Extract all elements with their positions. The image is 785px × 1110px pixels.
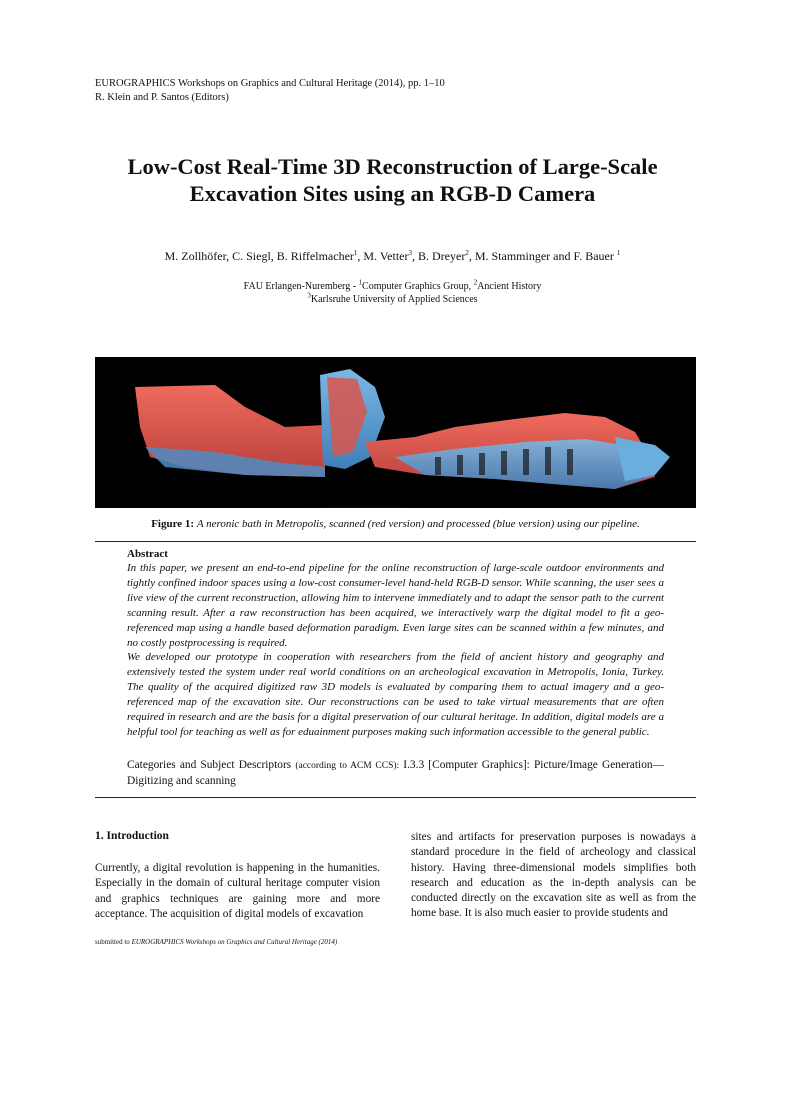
paper-title (0, 153, 785, 207)
reconstruction-render (95, 357, 696, 508)
title-line-1: Low-Cost Real-Time 3D Reconstruction of Large-Scale (127, 154, 658, 179)
divider (95, 797, 696, 798)
ccs-note: (according to ACM CCS): (295, 761, 400, 771)
figure-label: Figure 1: (151, 518, 195, 530)
affiliation-superscript: 1 (358, 278, 363, 287)
ccs-descriptors (127, 758, 664, 788)
left-column-text (95, 861, 380, 922)
author-superscript: 3 (408, 249, 412, 257)
affiliation-text: Ancient History (477, 281, 542, 292)
author-superscript: 2 (465, 249, 469, 257)
abstract-heading: Abstract (127, 548, 168, 560)
right-column-text (411, 830, 696, 922)
body-paragraph: Currently, a digital revolution is happening in the humanities. Especially in the domain of cultural heritage computer vision and graphics techniques are gaining more and more acceptance. The acquisition of digital models of excavation (95, 862, 380, 920)
footer-venue: EUROGRAPHICS Workshops on Graphics and Cultural Heritage (2014) (131, 938, 338, 946)
affiliation-line-1 (0, 280, 785, 293)
ccs-text: I.3.3 [Computer Graphics]: Picture/Image Generation—Digitizing and scanning (127, 759, 664, 787)
affiliation-text: Computer Graphics Group, (362, 281, 474, 292)
author-text: , M. Vetter (357, 249, 409, 263)
venue-line: EUROGRAPHICS Workshops on Graphics and Cultural Heritage (2014), pp. 1–10 (95, 78, 445, 89)
page-footer (95, 938, 337, 946)
divider (95, 541, 696, 542)
affiliation-text: FAU Erlangen-Nuremberg - (243, 281, 359, 292)
author-text: , M. Stamminger and F. Bauer (468, 249, 617, 263)
abstract-body (127, 561, 664, 740)
figure-caption (95, 518, 696, 530)
author-superscript: 1 (616, 249, 621, 257)
body-paragraph: sites and artifacts for preservation purposes is nowadays a standard procedure in the field of archeology and classical history. Having three-dimensional models simplifies both research and education as the in-depth analysis can be conducted directly on the excavation site as well as from the home base. It is also much easier to provide students and (411, 831, 696, 920)
author-text: , B. Dreyer (412, 249, 466, 263)
affiliation-line-2 (0, 293, 785, 306)
title-line-2: Excavation Sites using an RGB-D Camera (189, 181, 596, 206)
teaser-figure (95, 357, 696, 508)
author-superscript: 1 (353, 249, 358, 257)
affiliation-superscript: 3 (307, 291, 311, 300)
footer-text: submitted to (95, 938, 132, 946)
abstract-paragraph: In this paper, we present an end-to-end pipeline for the online reconstruction of large-scale outdoor environments and tightly confined indoor spaces using a low-cost consumer-level hand-held RGB-D sensor. While scanning, the user sees a live view of the current reconstruction, allowing him to intervene immediately and to adapt the sensor path to the current scanning result. After a raw reconstruction has been acquired, we interactively warp the digital model to fit a geo-referenced map using a handle based deformation paradigm. Even large sites can be scanned within a few minutes, and no costly postprocessing is required. (127, 562, 664, 649)
ccs-lead: Categories and Subject Descriptors (127, 759, 296, 771)
affiliation-text: Karlsruhe University of Applied Sciences (310, 294, 478, 305)
caption-text: A neronic bath in Metropolis, scanned (red version) and processed (blue version) using our pipeline. (196, 518, 640, 530)
abstract-paragraph: We developed our prototype in cooperation with researchers from the field of ancient history and geography and extensively tested the system under real world conditions on an archeological excavation in Metropolis, Ionia, Turkey. The quality of the acquired digitized raw 3D models is evaluated by comparing them to actual imagery and a geo-referenced map of the excavation site. Our reconstructions can be used to take virtual measurements that are often required in research and are the basis for a digital preservation of our cultural heritage. In addition, digital models are a helpful tool for teaching as well as for eduainment purposes making such information accessible to the general public. (127, 651, 664, 738)
author-list (0, 249, 785, 264)
running-header (95, 77, 445, 105)
author-text: M. Zollhöfer, C. Siegl, B. Riffelmacher (164, 249, 354, 263)
affiliation-superscript: 2 (473, 278, 478, 287)
affiliations (0, 280, 785, 306)
editors-line: R. Klein and P. Santos (Editors) (95, 92, 229, 103)
section-heading: 1. Introduction (95, 830, 169, 842)
